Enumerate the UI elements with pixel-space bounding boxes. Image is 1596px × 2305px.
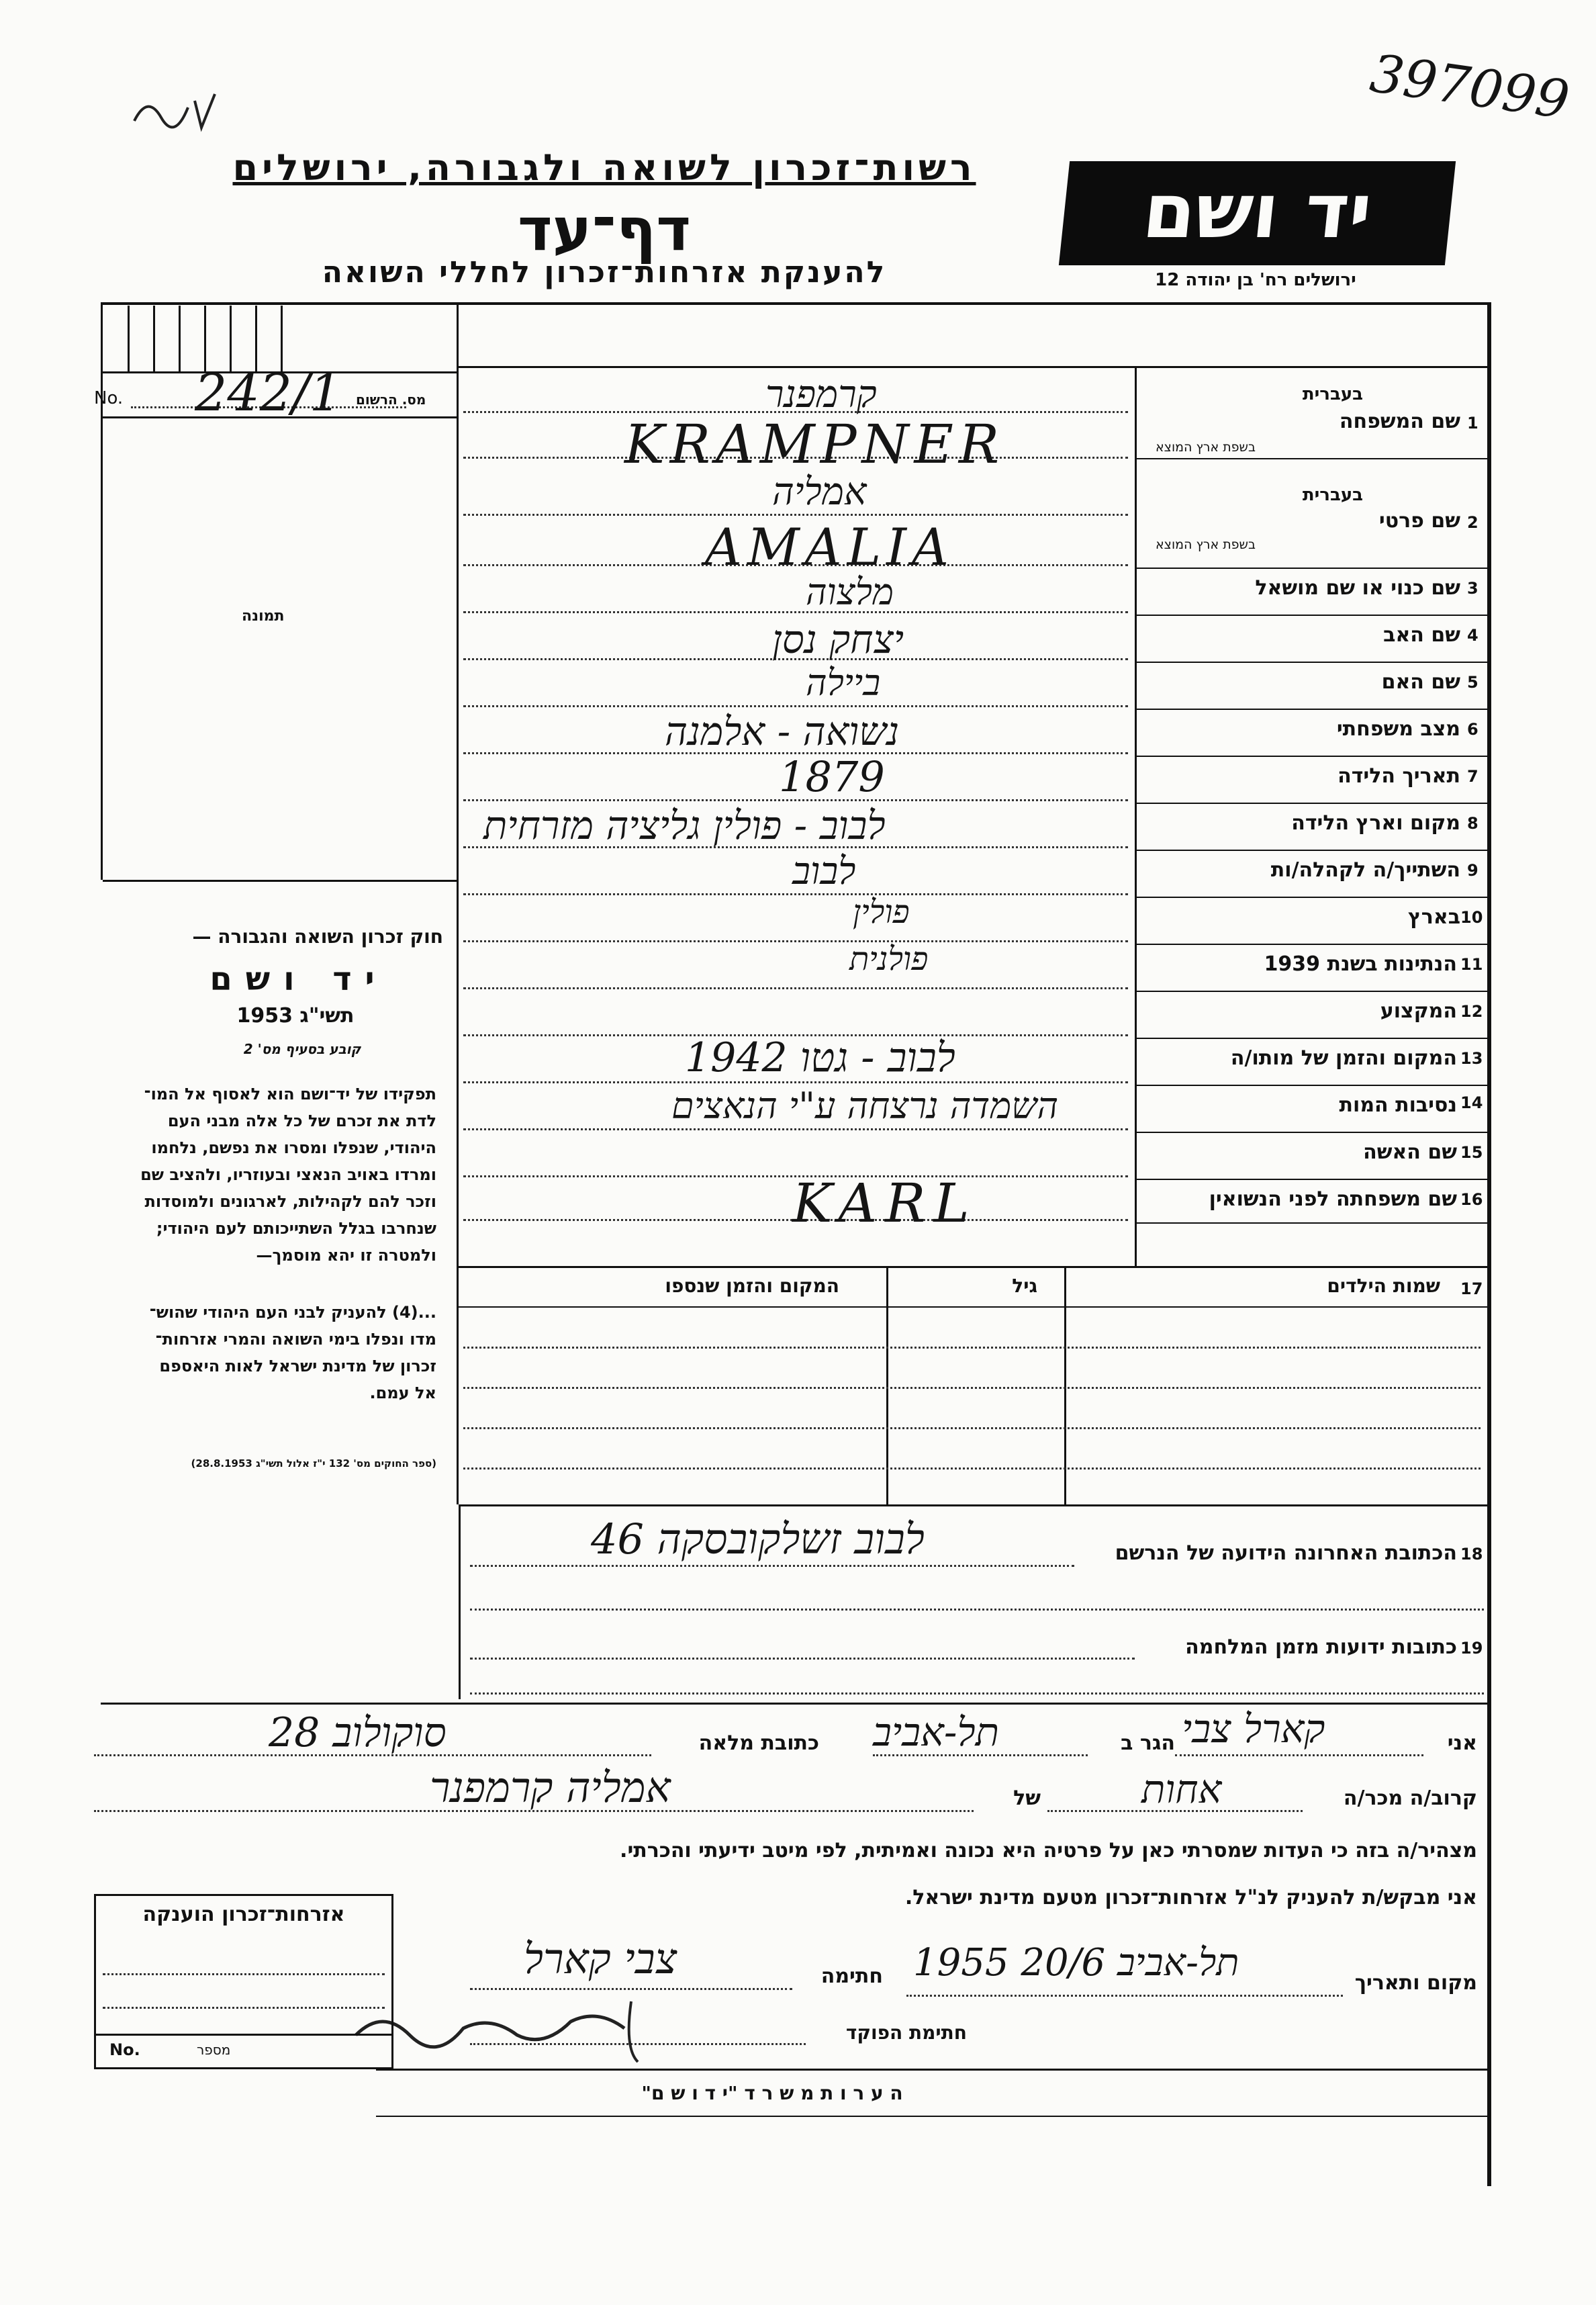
law-body-2: לדת את זכרם של כל אלה מבני העם — [167, 1112, 436, 1130]
decl-address-label: כתובת מלאה — [698, 1731, 819, 1755]
law-section: קובע בסעיף מס' 2 — [243, 1041, 361, 1057]
decl-statement: מצהיר/ה בזה כי העדות שמסרתי כאן על פרטיה היא נכונה ואמיתית, לפי מיטב ידיעתי והכרתי. — [620, 1839, 1477, 1862]
field-2-num: 2 — [1467, 513, 1478, 532]
field-11-value: פולנית — [849, 940, 929, 978]
children-num: 17 — [1460, 1279, 1483, 1298]
field-9-value: לבוב — [792, 850, 856, 893]
form-subtitle: להענקת אזרחות־זכרון לחללי השואה — [322, 255, 887, 289]
field-5-value: ביילה — [806, 662, 881, 704]
field-18-num: 18 — [1460, 1545, 1483, 1564]
registration-number: 242/1 — [195, 363, 342, 422]
field-1-value-latin: KRAMPNER — [624, 413, 1005, 476]
field-1-value: קרמפנר — [765, 373, 877, 416]
field-11-num: 11 — [1460, 955, 1483, 974]
field-8-label: מקום וארץ הלידה — [1291, 811, 1460, 835]
law-body-5: וזכר להם לקהילות, לארגונים ולמוסדות — [144, 1192, 436, 1211]
field-10-value: פולין — [853, 893, 910, 931]
decl-relative-value: אחות — [1141, 1766, 1222, 1812]
decl-of-label: של — [1013, 1787, 1041, 1810]
decl-officer-label: חתימת הפוקד — [845, 2022, 967, 2044]
law-body-7: ולמטרה זו יהא מוסמך— — [256, 1246, 436, 1265]
law-year: תשי"ג 1953 — [236, 1004, 355, 1028]
field-6-value: נשואה - אלמנה — [665, 709, 900, 754]
decl-signature-label: חתימה — [820, 1964, 883, 1988]
field-19-label: כתובות ידועות מזמן המלחמה — [1185, 1635, 1457, 1659]
field-15-label: שם האשה — [1363, 1140, 1457, 1164]
decl-place-date-label: מקום ותאריך — [1354, 1971, 1477, 1995]
children-col-age: גיל — [1012, 1275, 1037, 1297]
field-7-value: 1879 — [779, 752, 885, 801]
decl-signature-value: צבי קארל — [524, 1934, 677, 1983]
registration-label: מס. הרשום — [356, 392, 426, 408]
field-13-label: המקום והזמן של מותו/ה — [1230, 1046, 1457, 1070]
field-18-label: הכתובת האחרונה הידועה של הנרשם — [1115, 1541, 1457, 1565]
field-1-sub-bottom: בשפת ארץ המוצא — [1155, 440, 1256, 455]
field-2-value: אמליה — [772, 470, 867, 514]
decl-request: אני מבקש/ת להעניק לנ"ל אזרחות־זכרון מטעם מדינת ישראל. — [904, 1886, 1477, 1909]
form-title: דף־עד — [518, 195, 691, 264]
law-clause-3: זכרון של מדינת ישראל לאות היאספם — [159, 1357, 436, 1375]
field-16-value: KARL — [792, 1172, 978, 1234]
law-title: חוק זכרון השואה והגבורה — — [192, 925, 443, 948]
field-4-label: שם האב — [1383, 623, 1460, 647]
field-12-num: 12 — [1460, 1002, 1483, 1021]
field-7-num: 7 — [1467, 767, 1478, 786]
field-2-sub-top: בעברית — [1302, 485, 1363, 505]
decl-resides-label: הגר ב — [1121, 1731, 1175, 1755]
yad-vashem-logo — [1059, 161, 1456, 265]
decl-of-value: אמליה קרמפנר — [430, 1763, 671, 1812]
field-10-num: 10 — [1460, 908, 1483, 927]
field-3-num: 3 — [1467, 579, 1478, 598]
field-3-label: שם כנוי או שם מושאל — [1255, 576, 1460, 600]
children-col-place: המקום והזמן שנספו — [665, 1275, 839, 1297]
field-5-num: 5 — [1467, 673, 1478, 692]
field-16-label: שם משפחתה לפני הנשואין — [1209, 1187, 1457, 1211]
decl-resides-value: תל-אביב — [873, 1709, 1000, 1755]
field-5-label: שם האם — [1381, 670, 1460, 694]
field-19-num: 19 — [1460, 1639, 1483, 1658]
law-body-1: תפקידו של יד־ושם הוא לאסוף אל המו־ — [144, 1085, 436, 1103]
field-4-num: 4 — [1467, 626, 1478, 645]
stamp-no-label: No. — [109, 2040, 140, 2059]
field-4-value: יצחק נסן — [772, 617, 904, 662]
children-col-names: שמות הילדים — [1327, 1275, 1440, 1297]
field-16-num: 16 — [1460, 1190, 1483, 1209]
scribble-mark — [121, 81, 228, 141]
field-18-value: לבוב זשלקובסקה 46 — [591, 1515, 925, 1564]
field-15-num: 15 — [1460, 1143, 1483, 1162]
field-3-value: מלצוה — [806, 571, 894, 613]
field-1-num: 1 — [1467, 414, 1478, 433]
law-body-3: היהודי, שנפלו ומסרו את נפשם, נלחמו — [151, 1138, 436, 1157]
field-14-num: 14 — [1460, 1093, 1483, 1112]
field-1-sub-top: בעברית — [1302, 384, 1363, 404]
decl-relative-label: קרוב/ה מכר/ה — [1343, 1787, 1477, 1810]
field-6-num: 6 — [1467, 720, 1478, 739]
stamp-title: אזרחות־זכרון הוענקה — [142, 1903, 345, 1926]
field-8-num: 8 — [1467, 814, 1478, 833]
field-10-label: בארץ — [1407, 905, 1460, 929]
photo-label: תמונה — [242, 608, 285, 625]
law-clause-1: ...(4) להעניק לבני העם היהודי שהוש־ — [149, 1303, 436, 1322]
field-9-label: השתייך/ה לקהלה/ות — [1270, 858, 1460, 882]
corner-number: 397099 — [1366, 43, 1573, 132]
field-11-label: הנתינות בשנת 1939 — [1264, 952, 1457, 976]
field-2-label: שם פרטי — [1378, 509, 1460, 533]
logo-text: יד ושם — [1139, 168, 1376, 255]
field-13-num: 13 — [1460, 1049, 1483, 1068]
field-7-label: תאריך הלידה — [1337, 764, 1460, 788]
field-6-label: מצב משפחתי — [1336, 717, 1460, 741]
field-13-value: 1942 לבוב - גטו — [685, 1034, 955, 1081]
field-1-label: שם המשפחה — [1339, 410, 1460, 433]
field-8-value: לבוב - פולין גליציה מזרחית — [483, 803, 886, 848]
law-source: (ספר החוקים מס' 132 י"ז אלול תשי"ג 28.8.1953) — [191, 1457, 436, 1470]
law-clause-2: מדו ונפלו בימי השואה והמרי אזרחות־ — [155, 1330, 436, 1349]
stamp-num-label: מספר — [197, 2042, 231, 2058]
field-2-sub-bottom: בשפת ארץ המוצא — [1155, 537, 1256, 552]
decl-i-value: קארל צבי — [1182, 1706, 1325, 1752]
decl-i-label: אני — [1447, 1731, 1477, 1755]
decl-address-value: סוקולוב 28 — [269, 1709, 447, 1756]
registration-no-label: No. — [94, 388, 124, 408]
logo-address: ירושלים רח' בן יהודה 12 — [1155, 270, 1356, 290]
field-9-num: 9 — [1467, 861, 1478, 880]
office-notes: ה ע ר ו ת מ ש ר ד "י ד ו ש ם" — [641, 2082, 903, 2104]
field-2-value-latin: AMALIA — [705, 517, 954, 577]
field-14-value: השמדה נרצחה ע"י הנאצים — [671, 1085, 1059, 1127]
decl-place-date-value: תל-אביב 20/6 1955 — [913, 1941, 1239, 1985]
law-body-4: ומרדו באויב הנאצי ובעוזריו, ולהציב שם — [140, 1165, 436, 1184]
citizenship-stamp-box — [94, 1894, 393, 2069]
authority-title: רשות־זכרון לשואה ולגבורה, ירושלים — [232, 146, 976, 189]
law-clause-4: אל עמם. — [369, 1384, 436, 1402]
field-14-label: נסיבות המות — [1339, 1093, 1457, 1117]
law-name: יד ושם — [209, 960, 388, 998]
field-12-label: המקצוע — [1380, 999, 1457, 1023]
law-body-6: שנחרבו בגלל השתייכותם לעם היהודי; — [156, 1219, 436, 1238]
